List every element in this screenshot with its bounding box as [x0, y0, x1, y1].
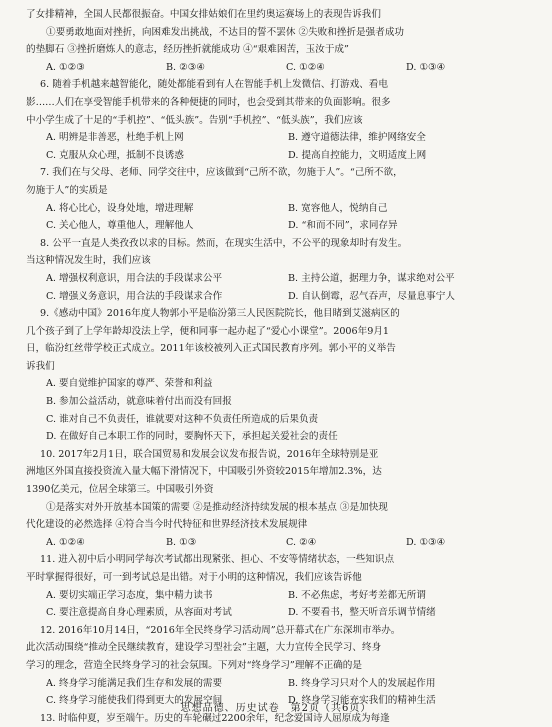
q8-option-b: B. 主持公道，据理力争，谋求绝对公平 [288, 272, 455, 284]
q5-option-b: B. ②③④ [166, 61, 205, 73]
q12-option-a: A. 终身学习能满足我们生存和发展的需要 [46, 677, 223, 689]
q9-stem-line-1: 9.《感动中国》2016年度人物郭小平是临汾第三人民医院院长，他目睹到艾滋病区的 [40, 308, 400, 320]
q8-stem-line-1: 8. 公平一直是人类孜孜以求的目标。然而，在现实生活中，不公平的现象却时有发生。 [40, 237, 408, 249]
q12-option-b: B. 终身学习只对个人的发展起作用 [288, 677, 436, 689]
q6-stem-line-1: 6. 随着手机越来越智能化，随处都能看到有人在智能手机上发微信、打游戏、看电 [40, 79, 388, 91]
q6-stem-line-3: 中小学生成了十足的“手机控”、“低头族”。告别“手机控”、“低头族”，我们应该 [26, 114, 363, 126]
q11-options-row-2 [26, 604, 530, 622]
q7-option-c: C. 关心他人，尊重他人，理解他人 [46, 220, 194, 232]
q10-stem-line-3: 1390亿美元，位居全球第三。中国吸引外资 [26, 484, 214, 496]
q10-option-b: B. ①③ [166, 536, 197, 548]
q12-stem-line-1: 12. 2016年10月14日，“2016年全民终身学习活动周”总开幕式在广东深圳市举办。 [40, 624, 401, 636]
q6-options-row-2 [26, 147, 530, 165]
q6-options-row-1 [26, 129, 530, 147]
q10-options [26, 534, 530, 552]
q10-option-c: C. ②④ [286, 536, 317, 548]
q12-stem-line-3: 学习的理念，营造全民终身学习的社会氛围。下列对“终身学习”理解不正确的是 [26, 659, 362, 671]
q9-option-a: A. 要自觉维护国家的尊严、荣誉和利益 [46, 378, 213, 390]
q7-stem-line-2: 勿施于人”的实质是 [26, 184, 108, 196]
q6-option-d: D. 提高自控能力，文明适度上网 [288, 149, 427, 161]
q7-options-row-1 [26, 200, 530, 218]
q11-stem-line-1: 11. 进入初中后小明同学每次考试都出现紧张、担心、不安等情绪状态，一些知识点 [40, 554, 395, 566]
q10-option-a: A. ①②④ [46, 536, 85, 548]
q5-options [26, 59, 530, 77]
q10-stem-line-2: 洲地区外国直接投资流入量大幅下滑情况下，中国吸引外资较2015年增加2.3%，达 [26, 466, 382, 478]
q9-option-b: B. 参加公益活动，就意味着付出而没有回报 [46, 396, 232, 408]
q5-stem: 了女排精神，全国人民都很振奋。中国女排姑娘们在里约奥运赛场上的表现告诉我们 [26, 9, 381, 20]
q8-options-row-2 [26, 288, 530, 306]
q7-option-d: D. “和而不同”，求同存异 [288, 220, 398, 232]
q11-option-d: D. 不要看书，整天听音乐调节情绪 [288, 607, 436, 619]
q12-option-d: D. 终身学习能充实我们的精神生活 [288, 695, 436, 707]
q11-stem-line-2: 平时掌握得很好，可一到考试总是出错。对于小明的这种情况，我们应该告诉他 [26, 572, 362, 583]
q8-option-a: A. 增强权利意识，用合法的手段谋求公平 [46, 272, 223, 284]
q9-stem-line-3: 日，临汾红丝带学校正式成立。2011年该校被列入正式国民教育序列。郭小平的义举告 [26, 343, 396, 355]
q6-stem-line-2: 影……人们在享受智能手机带来的各种便捷的同时，也会受到其带来的负面影响。很多 [26, 96, 391, 108]
q6-option-b: B. 遵守道德法律，维护网络安全 [288, 132, 426, 144]
q7-option-b: B. 宽容他人，悦纳自己 [288, 202, 388, 214]
q6-option-c: C. 克服从众心理，抵制不良诱惑 [46, 149, 184, 161]
q12-options-row-1 [26, 675, 530, 693]
q5-option-d: D. ①③④ [406, 61, 446, 73]
q11-option-b: B. 不必焦虑，考好考差都无所谓 [288, 589, 426, 601]
q5-items-line-1: ①要勇敢地面对挫折，向困难发出挑战，不达目的誓不罢休 ②失败和挫折是强者成功 [46, 26, 405, 38]
q10-option-d: D. ①③④ [406, 536, 446, 548]
q11-options-row-1 [26, 587, 530, 605]
q8-options-row-1 [26, 270, 530, 288]
q9-stem-line-2: 几个孩子到了上学年龄却没法上学，便和同事一起办起了“爱心小课堂”。2006年9月1 [26, 325, 390, 337]
q6-option-a: A. 明辨是非善恶，杜绝手机上网 [46, 132, 184, 144]
q10-items-line-1: ①是落实对外开放基本国策的需要 ②是推动经济持续发展的根本基点 ③是加快现 [46, 501, 388, 513]
page-footer: 思想品德、历史试卷 第2页（共6页） [180, 703, 372, 714]
q5-option-a: A. ①②③ [46, 61, 85, 73]
q11-option-c: C. 要注意提高自身心理素质，从容面对考试 [46, 607, 232, 619]
q13-stem-line-1: 13. 时临仲夏，岁至端午。历史的车轮碾过2200余年，纪念爱国诗人屈原成为每逢 [40, 712, 390, 724]
q10-stem-line-1: 10. 2017年2月1日，联合国贸易和发展会议发布报告说，2016年全球特别是亚 [40, 448, 379, 460]
q9-option-d: D. 在做好自己本职工作的同时，要胸怀天下，承担起关爱社会的责任 [46, 431, 338, 443]
q7-stem-line-1: 7. 我们在与父母、老师、同学交往中，应该做到“己所不欲，勿施于人”。“己所不欲， [40, 167, 403, 179]
q11-option-a: A. 要切实端正学习态度，集中精力读书 [46, 589, 213, 601]
q8-option-d: D. 自认倒霉，忍气吞声，尽量息事宁人 [288, 290, 455, 302]
q7-options-row-2 [26, 217, 530, 235]
q9-stem-line-4: 诉我们 [26, 360, 55, 372]
q7-option-a: A. 将心比心，设身处地，增进理解 [46, 202, 194, 214]
q8-option-c: C. 增强义务意识，用合法的手段谋求合作 [46, 290, 223, 302]
q8-stem-line-2: 当这种情况发生时，我们应该 [26, 255, 151, 267]
q9-option-c: C. 谁对自己不负责任，谁就要对这种不负责任所造成的后果负责 [46, 413, 319, 425]
q12-stem-line-2: 此次活动围绕“推动全民继续教育，建设学习型社会”主题，大力宣传全民学习、终身 [26, 642, 382, 654]
q12-option-c: C. 终身学习能使我们得到更大的发展空间 [46, 695, 223, 707]
q5-items-line-2: 的垫脚石 ③挫折磨炼人的意志，经历挫折就能成功 ④“艰难困苦，玉汝于成” [26, 44, 349, 56]
q5-option-c: C. ①②④ [286, 61, 325, 73]
q10-items-line-2: 代化建设的必然选择 ④符合当今时代特征和世界经济技术发展规律 [26, 519, 308, 531]
